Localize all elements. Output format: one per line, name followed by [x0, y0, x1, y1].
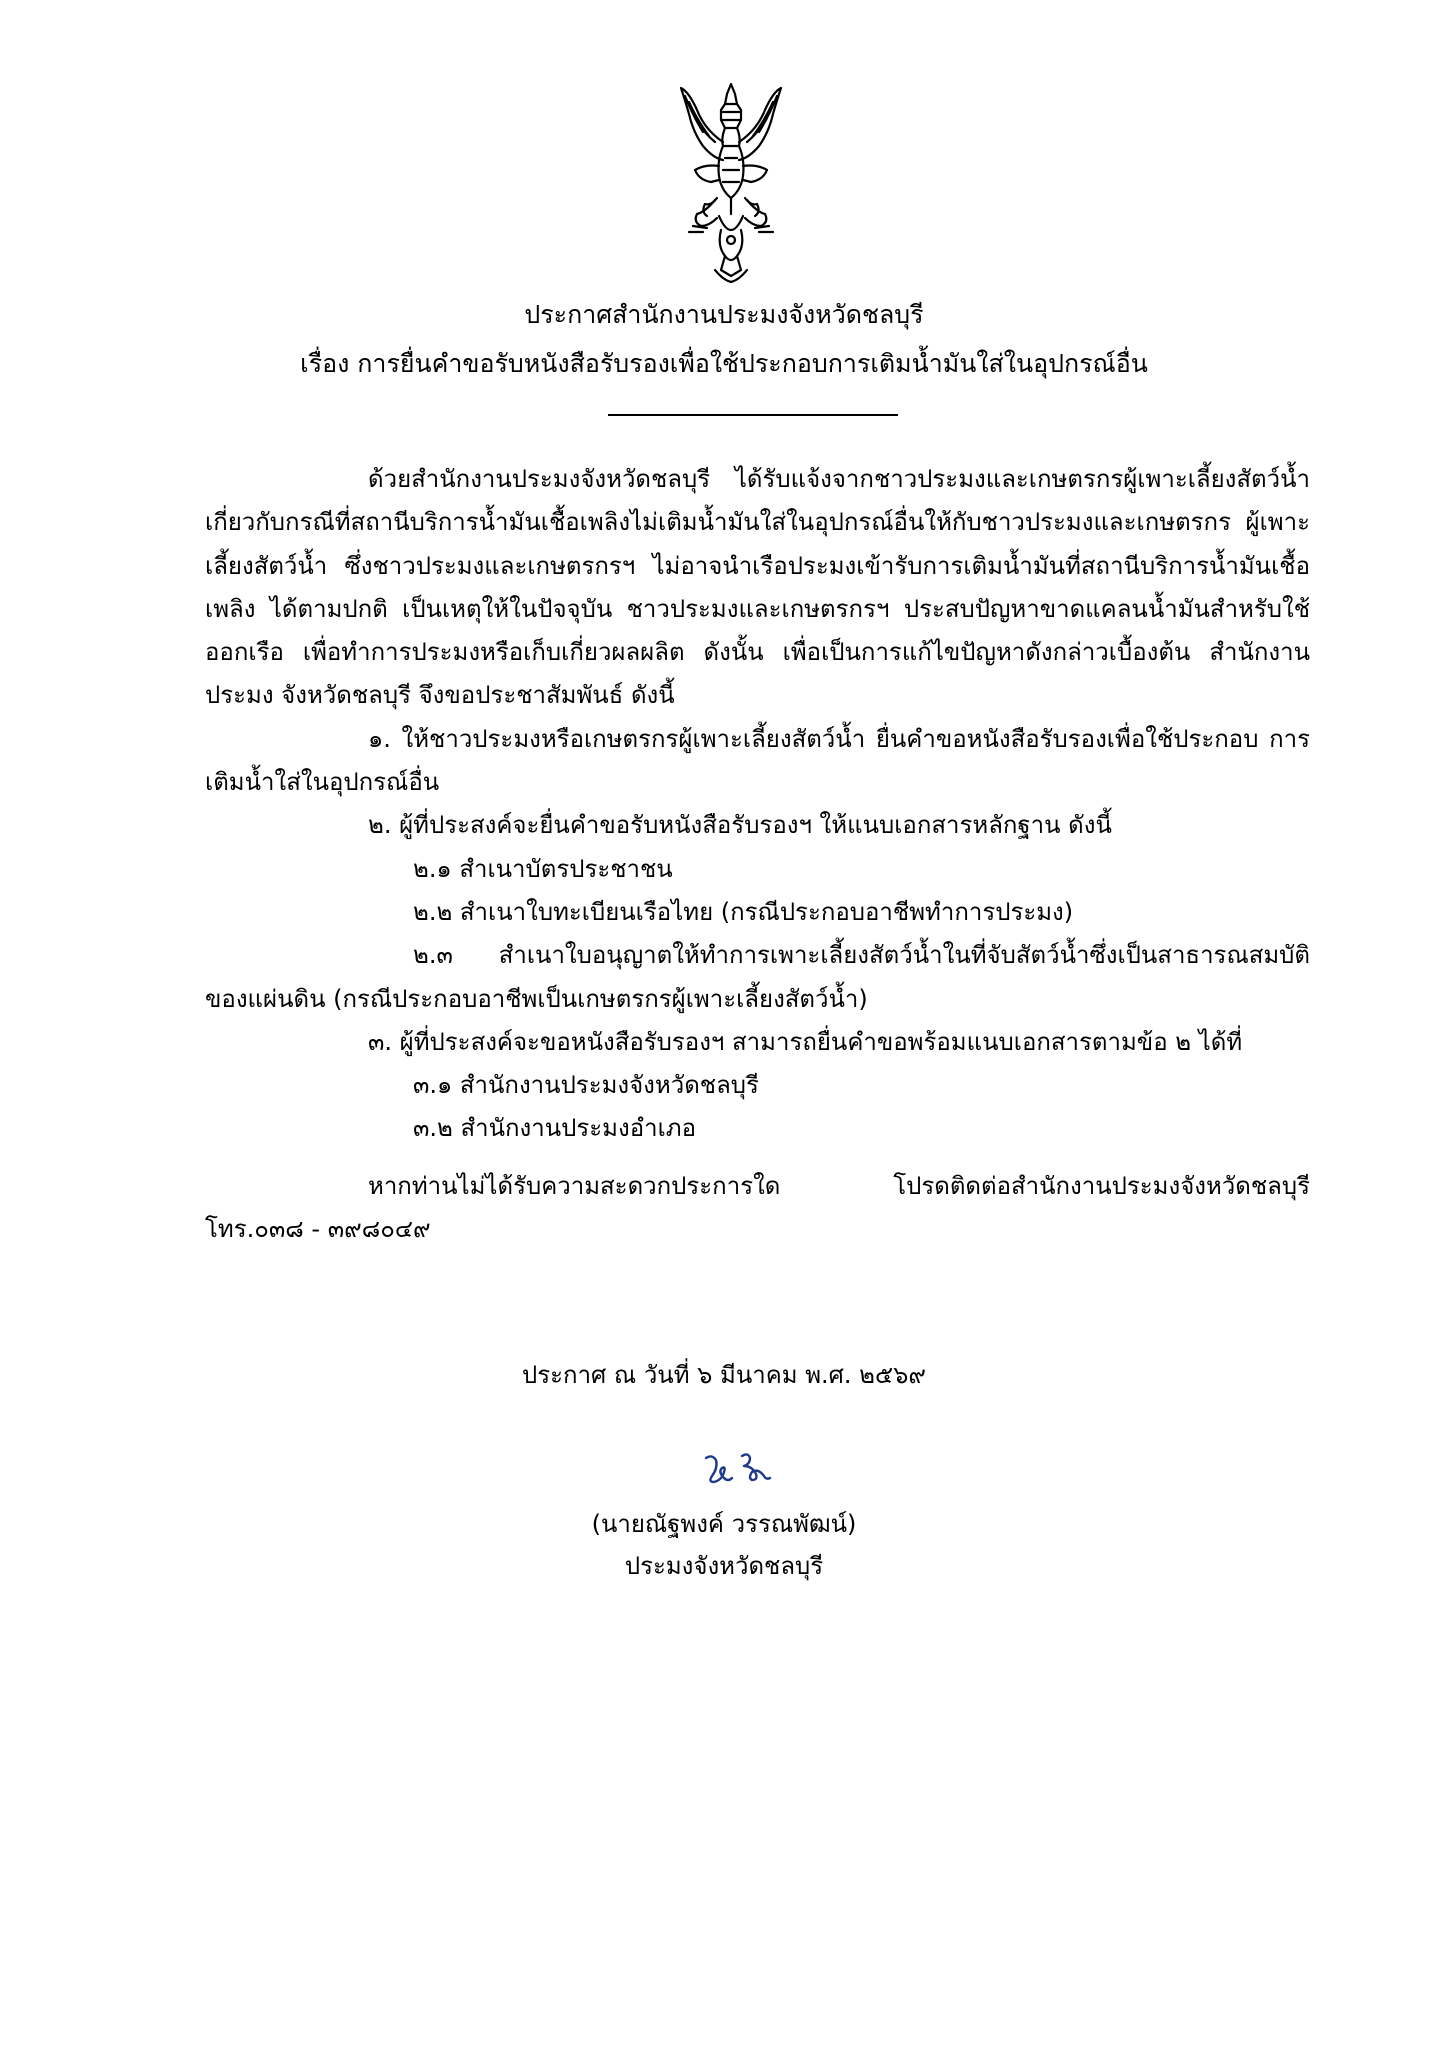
item-2-3: ๒.๓ สำเนาใบอนุญาตให้ทำการเพาะเลี้ยงสัตว์น้ำในที่จับสัตว์น้ำซึ่งเป็นสาธารณสมบัติของแผ่นดิน (กรณีประกอบอาชีพเป็นเกษตรกรผู้เพาะเลี้ยงสัตว์น้ำ)	[205, 941, 1310, 1013]
garuda-emblem-icon	[675, 80, 787, 285]
handwritten-signature	[702, 1448, 772, 1488]
item-3: ๓. ผู้ที่ประสงค์จะขอหนังสือรับรองฯ สามารถยื่นคำขอพร้อมแนบเอกสารตามข้อ ๒ ได้ที่	[368, 1027, 1243, 1056]
announcement-body	[205, 458, 1310, 1251]
item-3-1: ๓.๑ สำนักงานประมงจังหวัดชลบุรี	[413, 1071, 759, 1100]
item-2: ๒. ผู้ที่ประสงค์จะยื่นคำขอรับหนังสือรับรองฯ ให้แนบเอกสารหลักฐาน ดังนี้	[368, 811, 1112, 840]
item-2-2: ๒.๒ สำเนาใบทะเบียนเรือไทย (กรณีประกอบอาชีพทำการประมง)	[413, 897, 1074, 926]
item-1: ๑. ให้ชาวประมงหรือเกษตรกรผู้เพาะเลี้ยงสัตว์น้ำ ยื่นคำขอหนังสือรับรองเพื่อใช้ประกอบ การเติมน้ำใส่ในอุปกรณ์อื่น	[205, 724, 1310, 797]
intro-paragraph: ด้วยสำนักงานประมงจังหวัดชลบุรี ได้รับแจ้งจากชาวประมงและเกษตรกรผู้เพาะเลี้ยงสัตว์น้ำ เกี่ยวกับกรณีที่สถานีบริการน้ำมันเชื้อเพลิงไม่เติมน้ำมันใส่ในอุปกรณ์อื่นให้กับชาวประมงและเกษตรกร ผู้เพาะเลี้ยงสัตว์น้ำ ซึ่งชาวประมงและเกษตรกรฯ ไม่อาจนำเรือประมงเข้ารับการเติมน้ำมันที่สถานีบริการน้ำมันเชื้อเพลิง ได้ตามปกติ เป็นเหตุให้ในปัจจุบัน ชาวประมงและเกษตรกรฯ ประสบปัญหาขาดแคลนน้ำมันสำหรับใช้ออกเรือ เพื่อทำการประมงหรือเก็บเกี่ยวผลผลิต ดังนั้น เพื่อเป็นการแก้ไขปัญหาดังกล่าวเบื้องต้น สำนักงานประมง จังหวัดชลบุรี จึงขอประชาสัมพันธ์ ดังนี้	[205, 465, 1310, 710]
title-divider	[608, 414, 898, 416]
announcement-title: ประกาศสำนักงานประมงจังหวัดชลบุรี	[524, 300, 924, 329]
item-3-2: ๓.๒ สำนักงานประมงอำเภอ	[413, 1114, 697, 1143]
contact-paragraph: หากท่านไม่ได้รับความสะดวกประการใด โปรดติดต่อสำนักงานประมงจังหวัดชลบุรี โทร.๐๓๘ - ๓๙๘๐๔๙	[205, 1171, 1310, 1244]
announcement-date: ประกาศ ณ วันที่ ๖ มีนาคม พ.ศ. ๒๕๖๙	[522, 1361, 926, 1389]
signer-name: (นายณัฐพงค์ วรรณพัฒน์)	[591, 1510, 857, 1538]
item-2-1: ๒.๑ สำเนาบัตรประชาชน	[413, 854, 673, 883]
announcement-subject: เรื่อง การยื่นคำขอรับหนังสือรับรองเพื่อใช้ประกอบการเติมน้ำมันใส่ในอุปกรณ์อื่น	[300, 349, 1148, 378]
signer-position: ประมงจังหวัดชลบุรี	[624, 1552, 824, 1580]
